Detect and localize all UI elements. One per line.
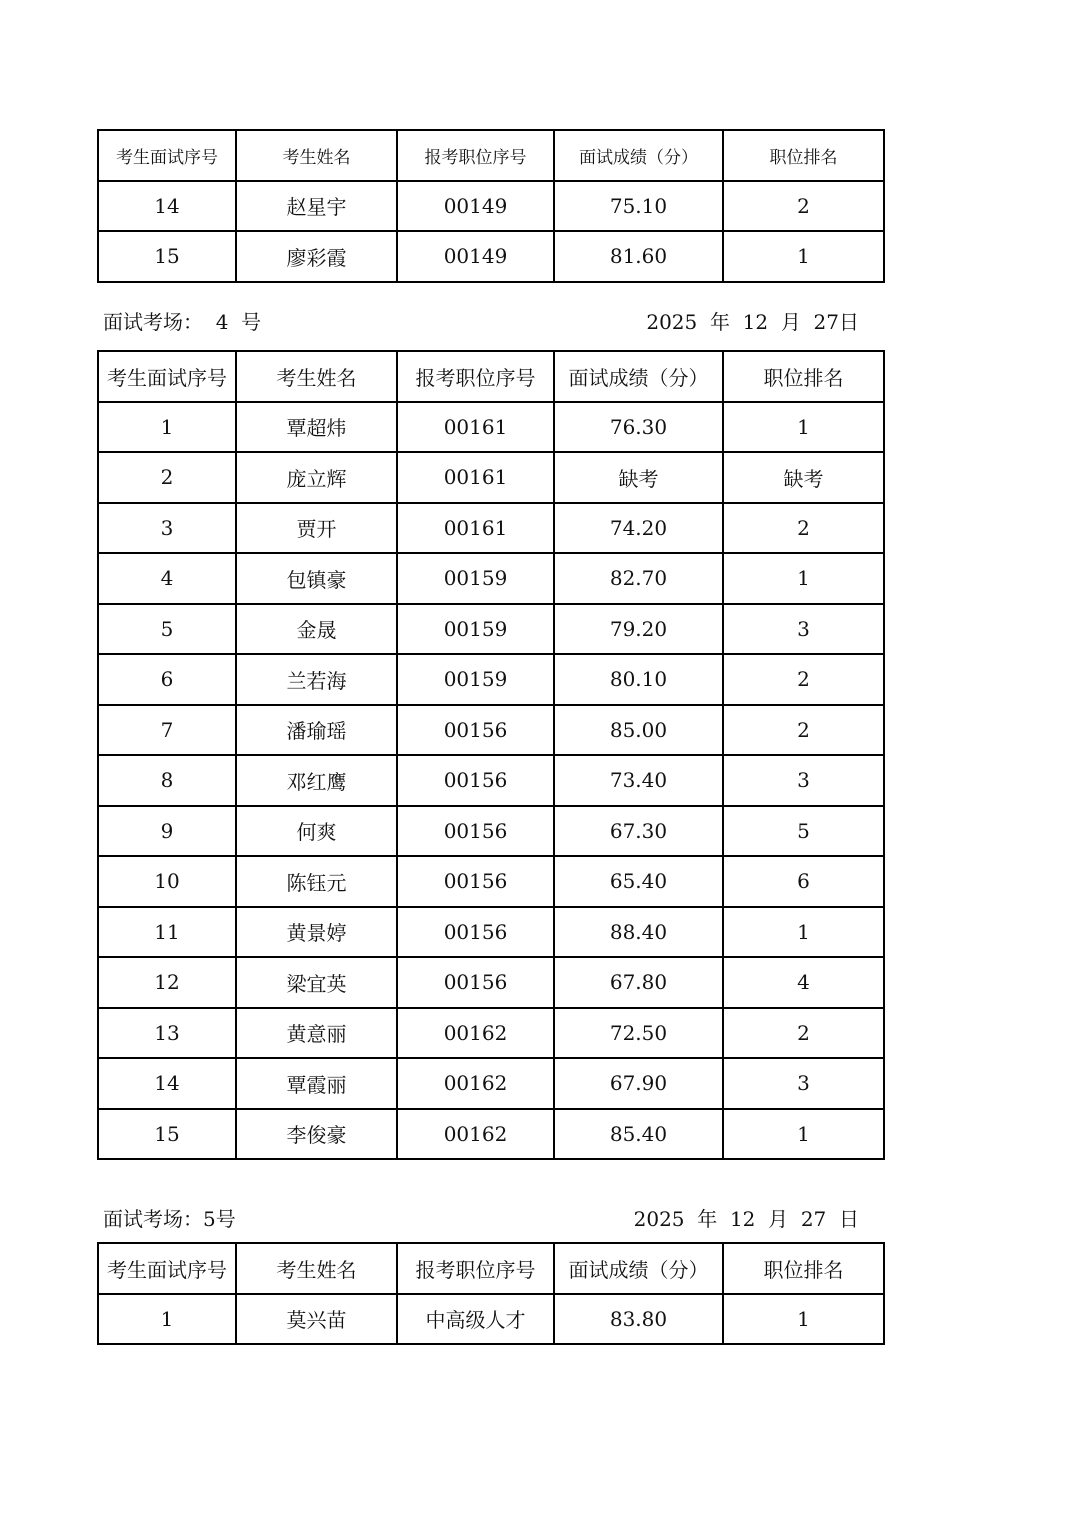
cell-seq: 15 (98, 1109, 236, 1160)
cell-score: 73.40 (554, 755, 723, 806)
cell-score: 75.10 (554, 181, 723, 232)
table-row (98, 856, 884, 907)
column-header: 考生面试序号 (98, 130, 236, 181)
cell-seq: 11 (98, 907, 236, 958)
cell-rank: 3 (723, 1058, 884, 1109)
cell-seq: 6 (98, 654, 236, 705)
cell-score: 83.80 (554, 1294, 723, 1345)
cell-rank: 2 (723, 503, 884, 554)
cell-seq: 8 (98, 755, 236, 806)
cell-name: 包镇豪 (236, 553, 397, 604)
exam-date: 2025 年 12 月 27 日 (633, 1206, 859, 1231)
cell-name: 潘瑜瑶 (236, 705, 397, 756)
cell-name: 兰若海 (236, 654, 397, 705)
cell-score: 74.20 (554, 503, 723, 554)
cell-name: 黄意丽 (236, 1008, 397, 1059)
cell-name: 廖彩霞 (236, 231, 397, 282)
cell-position-id: 00162 (397, 1008, 554, 1059)
cell-seq: 14 (98, 181, 236, 232)
cell-position-id: 中高级人才 (397, 1294, 554, 1345)
column-header: 考生姓名 (236, 130, 397, 181)
cell-name: 莫兴苗 (236, 1294, 397, 1345)
table-row (98, 1109, 884, 1160)
cell-rank: 2 (723, 181, 884, 232)
cell-rank: 1 (723, 1109, 884, 1160)
column-header: 考生面试序号 (98, 1243, 236, 1294)
cell-score: 80.10 (554, 654, 723, 705)
table-row (98, 604, 884, 655)
cell-rank: 3 (723, 604, 884, 655)
cell-position-id: 00161 (397, 503, 554, 554)
table-row (98, 755, 884, 806)
cell-rank: 1 (723, 231, 884, 282)
venue-caption-4 (103, 305, 859, 335)
cell-score: 79.20 (554, 604, 723, 655)
column-header: 报考职位序号 (397, 1243, 554, 1294)
cell-rank: 4 (723, 957, 884, 1008)
column-header: 职位排名 (723, 351, 884, 402)
cell-rank: 1 (723, 553, 884, 604)
column-header: 面试成绩（分） (554, 351, 723, 402)
cell-name: 何爽 (236, 806, 397, 857)
cell-score: 67.30 (554, 806, 723, 857)
table-row (98, 654, 884, 705)
cell-seq: 15 (98, 231, 236, 282)
cell-seq: 12 (98, 957, 236, 1008)
cell-position-id: 00159 (397, 604, 554, 655)
cell-rank: 缺考 (723, 452, 884, 503)
cell-score: 缺考 (554, 452, 723, 503)
column-header: 报考职位序号 (397, 351, 554, 402)
column-header: 考生姓名 (236, 351, 397, 402)
cell-name: 贾开 (236, 503, 397, 554)
cell-position-id: 00156 (397, 907, 554, 958)
cell-seq: 5 (98, 604, 236, 655)
cell-position-id: 00156 (397, 755, 554, 806)
cell-rank: 6 (723, 856, 884, 907)
table-row (98, 1008, 884, 1059)
cell-score: 67.80 (554, 957, 723, 1008)
cell-score: 81.60 (554, 231, 723, 282)
header-row (98, 130, 884, 181)
cell-position-id: 00156 (397, 856, 554, 907)
cell-name: 邓红鹰 (236, 755, 397, 806)
cell-seq: 1 (98, 1294, 236, 1345)
score-table-venue-3-continued (97, 129, 885, 283)
cell-seq: 4 (98, 553, 236, 604)
cell-seq: 7 (98, 705, 236, 756)
column-header: 考生姓名 (236, 1243, 397, 1294)
cell-score: 76.30 (554, 402, 723, 453)
table-row (98, 907, 884, 958)
cell-seq: 1 (98, 402, 236, 453)
cell-name: 覃超炜 (236, 402, 397, 453)
cell-position-id: 00149 (397, 181, 554, 232)
venue-label: 面试考场： 4 号 (103, 309, 262, 334)
cell-name: 陈钰元 (236, 856, 397, 907)
cell-seq: 9 (98, 806, 236, 857)
exam-date: 2025 年 12 月 27日 (646, 309, 859, 334)
cell-seq: 10 (98, 856, 236, 907)
table-row (98, 231, 884, 282)
cell-position-id: 00156 (397, 957, 554, 1008)
cell-position-id: 00162 (397, 1109, 554, 1160)
table-row (98, 452, 884, 503)
cell-name: 庞立辉 (236, 452, 397, 503)
cell-name: 赵星宇 (236, 181, 397, 232)
cell-rank: 2 (723, 705, 884, 756)
cell-position-id: 00162 (397, 1058, 554, 1109)
cell-seq: 14 (98, 1058, 236, 1109)
cell-position-id: 00161 (397, 402, 554, 453)
cell-score: 88.40 (554, 907, 723, 958)
cell-score: 67.90 (554, 1058, 723, 1109)
column-header: 职位排名 (723, 130, 884, 181)
cell-position-id: 00161 (397, 452, 554, 503)
cell-seq: 2 (98, 452, 236, 503)
cell-name: 覃霞丽 (236, 1058, 397, 1109)
table-row (98, 1058, 884, 1109)
cell-score: 85.00 (554, 705, 723, 756)
table-row (98, 957, 884, 1008)
cell-rank: 2 (723, 1008, 884, 1059)
cell-name: 金晟 (236, 604, 397, 655)
table-row (98, 503, 884, 554)
cell-seq: 13 (98, 1008, 236, 1059)
cell-name: 黄景婷 (236, 907, 397, 958)
venue-caption-5 (103, 1202, 859, 1232)
cell-score: 72.50 (554, 1008, 723, 1059)
score-table-venue-4 (97, 350, 885, 1160)
table-row (98, 553, 884, 604)
table-row (98, 1294, 884, 1345)
header-row (98, 1243, 884, 1294)
header-row (98, 351, 884, 402)
cell-rank: 5 (723, 806, 884, 857)
column-header: 考生面试序号 (98, 351, 236, 402)
cell-position-id: 00156 (397, 806, 554, 857)
column-header: 职位排名 (723, 1243, 884, 1294)
score-table-venue-5 (97, 1242, 885, 1345)
cell-rank: 1 (723, 907, 884, 958)
cell-name: 李俊豪 (236, 1109, 397, 1160)
table-row (98, 705, 884, 756)
cell-score: 65.40 (554, 856, 723, 907)
table-row (98, 402, 884, 453)
venue-label: 面试考场：5号 (103, 1206, 236, 1231)
cell-position-id: 00159 (397, 654, 554, 705)
cell-name: 梁宜英 (236, 957, 397, 1008)
cell-score: 82.70 (554, 553, 723, 604)
cell-position-id: 00149 (397, 231, 554, 282)
cell-seq: 3 (98, 503, 236, 554)
cell-position-id: 00156 (397, 705, 554, 756)
column-header: 报考职位序号 (397, 130, 554, 181)
table-row (98, 806, 884, 857)
cell-score: 85.40 (554, 1109, 723, 1160)
cell-rank: 3 (723, 755, 884, 806)
column-header: 面试成绩（分） (554, 130, 723, 181)
table-row (98, 181, 884, 232)
cell-rank: 1 (723, 402, 884, 453)
column-header: 面试成绩（分） (554, 1243, 723, 1294)
cell-rank: 1 (723, 1294, 884, 1345)
cell-rank: 2 (723, 654, 884, 705)
cell-position-id: 00159 (397, 553, 554, 604)
